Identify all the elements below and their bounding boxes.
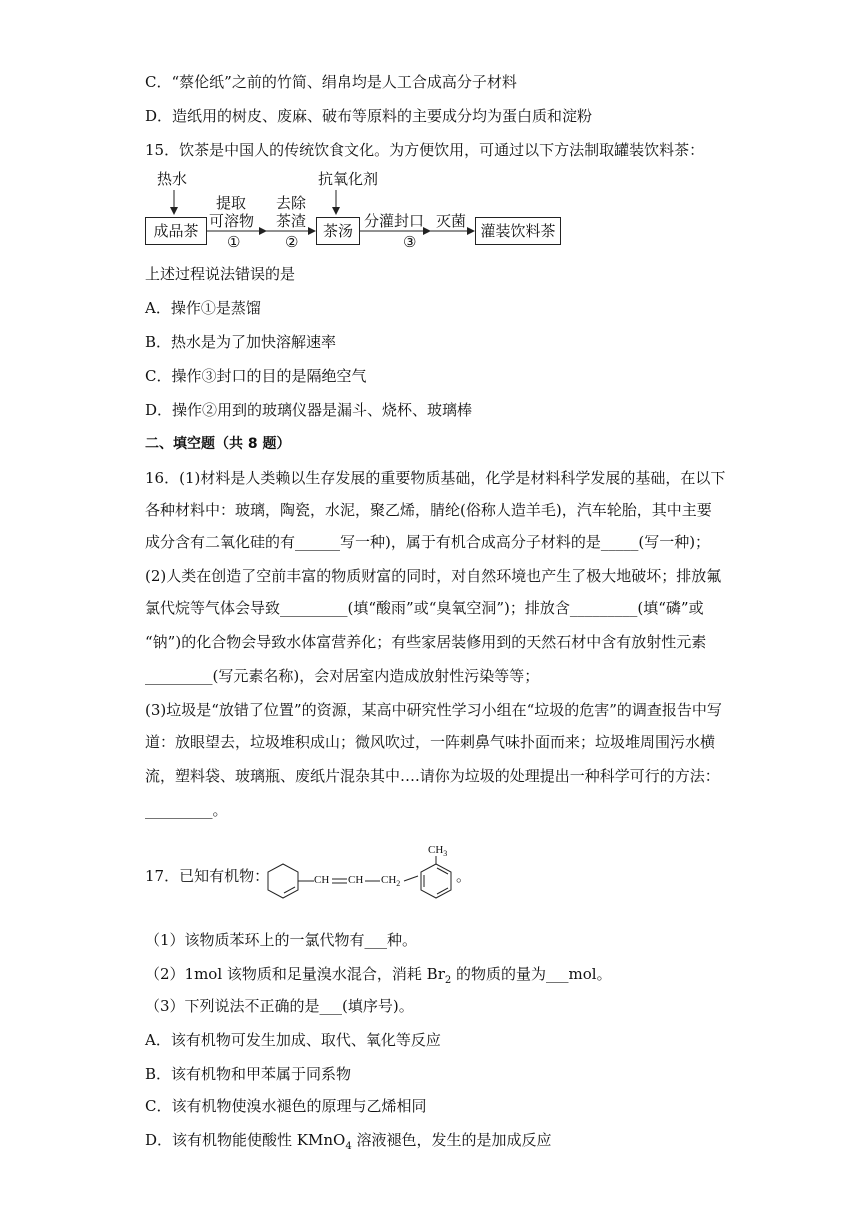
methyl-group: $CH_3$	[428, 844, 448, 859]
step4-label-mid: 灭菌	[436, 212, 467, 230]
q16-line-9: 道：放眼望去，垃圾堆积成山；微风吹过，一阵刺鼻气味扑面而来；垃圾堆周围污水横	[145, 733, 716, 751]
q16-line-1: 16．(1)材料是人类赖以生存发展的重要物质基础，化学是材料科学发展的基础，在以下	[145, 469, 726, 487]
q16-line-2: 各种材料中：玻璃，陶瓷，水泥，聚乙烯，腈纶(俗称人造羊毛)，汽车轮胎，其中主要	[145, 501, 712, 519]
q16-line-11: _________。	[145, 801, 228, 819]
q16-line-6: “钠”)的化合物会导致水体富营养化；有些家居装修用到的天然石材中含有放射性元素	[145, 633, 707, 651]
q15-option-d: D．操作②用到的玻璃仪器是漏斗、烧杯、玻璃棒	[145, 401, 473, 419]
q17-part-2: （2）1mol 该物质和足量溴水混合，消耗 $Br_2$ 的物质的量为___mol。	[145, 965, 612, 986]
q15-stem: 15．饮茶是中国人的传统饮食文化。为方便饮用，可通过以下方法制取罐装饮料茶：	[145, 141, 705, 159]
q16-line-5: 氯代烷等气体会导致_________(填“酸雨”或“臭氧空洞”)；排放含_________(填“磷”或	[145, 599, 704, 617]
q17-option-c: C．该有机物使溴水褪色的原理与乙烯相同	[145, 1097, 427, 1115]
q16-line-8: (3)垃圾是“放错了位置”的资源，某高中研究性学习小组在“垃圾的危害”的调查报告中写	[145, 701, 722, 719]
step3-number: ③	[403, 233, 417, 251]
label-hot-water: 热水	[157, 170, 188, 188]
q17-option-a: A．该有机物可发生加成、取代、氧化等反应	[145, 1031, 441, 1049]
step2-number: ②	[285, 233, 299, 251]
q17-stem: 17．已知有机物：	[145, 867, 270, 885]
q16-line-3: 成分含有二氧化硅的有______写一种)，属于有机合成高分子材料的是_____(写一种)；	[145, 533, 711, 551]
q15-option-a: A．操作①是蒸馏	[145, 299, 261, 317]
section-heading: 二、填空题（共 8 题）	[145, 436, 291, 452]
q15-option-c: C．操作③封口的目的是隔绝空气	[145, 367, 367, 385]
q16-line-4: (2)人类在创造了空前丰富的物质财富的同时，对自然环境也产生了极大地破坏；排放氟	[145, 567, 722, 585]
q17-stem-end: 。	[456, 867, 472, 885]
q16-line-10: 流，塑料袋、玻璃瓶、废纸片混杂其中….请你为垃圾的处理提出一种科学可行的方法：	[145, 767, 720, 785]
methylene-group: $CH_2$	[381, 874, 401, 889]
step1-label-mid: 可溶物	[209, 212, 255, 230]
step1-number: ①	[227, 233, 241, 251]
alkene-ch-2: CH	[348, 874, 364, 886]
q14-option-d: D．造纸用的树皮、废麻、破布等原料的主要成分均为蛋白质和淀粉	[145, 107, 593, 125]
q15-prompt: 上述过程说法错误的是	[145, 265, 296, 283]
q15-option-b: B．热水是为了加快溶解速率	[145, 333, 337, 351]
step1-label-top: 提取	[216, 194, 247, 212]
label-antioxidant: 抗氧化剂	[318, 170, 379, 188]
box-tea-soup: 茶汤	[316, 217, 360, 245]
q16-line-7: _________(写元素名称)，会对居室内造成放射性污染等等；	[145, 667, 540, 685]
box-canned-tea: 灌装饮料茶	[475, 217, 561, 245]
alkene-ch-1: CH	[314, 874, 330, 886]
q17-option-d: D．该有机物能使酸性 KMnO$_4$ 溶液褪色，发生的是加成反应	[145, 1131, 552, 1152]
q17-option-b: B．该有机物和甲苯属于同系物	[145, 1065, 352, 1083]
q17-part-1: （1）该物质苯环上的一氯代物有___种。	[145, 931, 418, 949]
q14-option-c: C．“蔡伦纸”之前的竹简、绢帛均是人工合成高分子材料	[145, 73, 517, 91]
q17-part-3: （3）下列说法不正确的是___(填序号)。	[145, 997, 414, 1015]
step2-label-top: 去除	[276, 194, 307, 212]
step2-label-mid: 茶渣	[276, 212, 307, 230]
step3-label-mid: 分灌封口	[364, 212, 425, 230]
box-finished-tea: 成品茶	[145, 217, 207, 245]
